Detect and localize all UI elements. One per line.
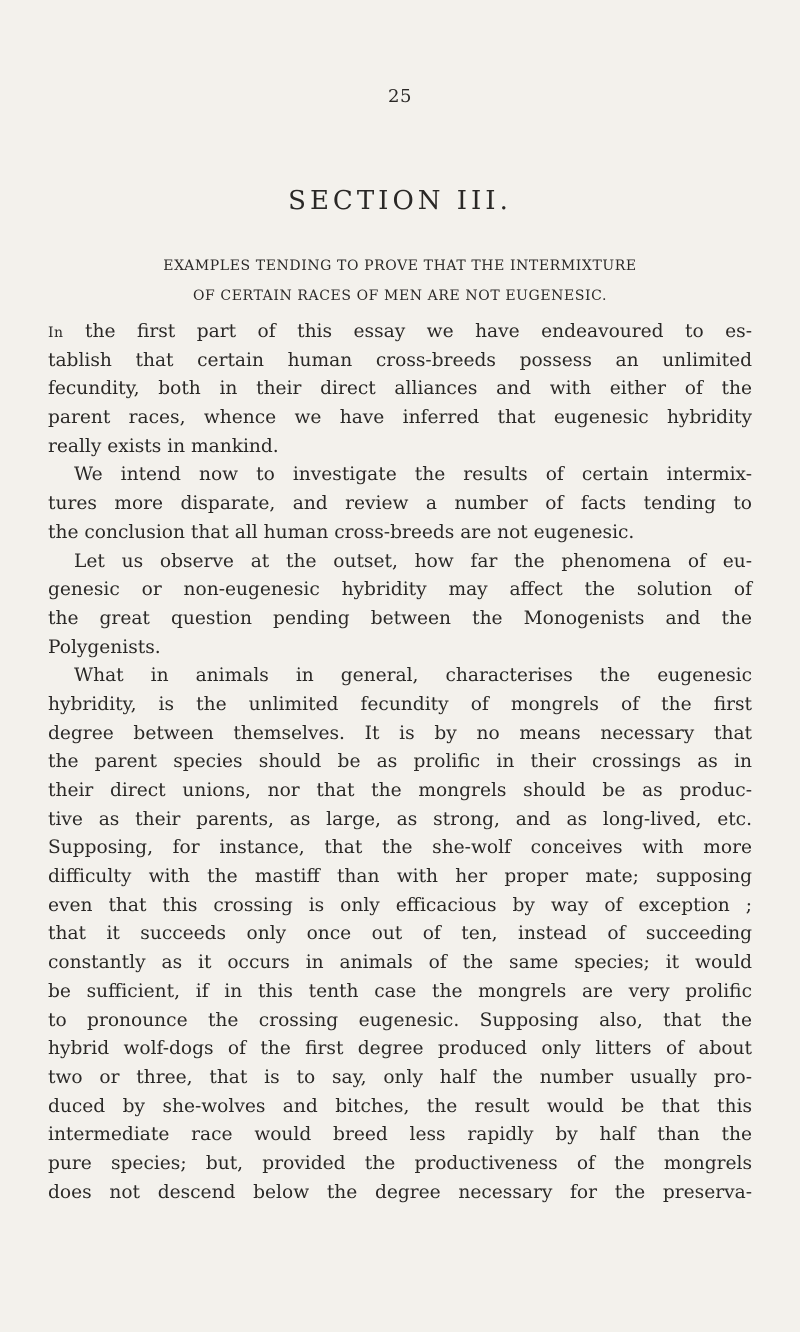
- dropcap-word: In: [48, 325, 64, 341]
- text-line-rest: the first part of this essay we have endeavoured to es-: [85, 321, 752, 342]
- text-line: What in animals in general, characterises the eugenesic: [74, 665, 752, 687]
- text-line: genesic or non-eugenesic hybridity may affect the solution of: [48, 579, 752, 601]
- text-line: be sufficient, if in this tenth case the mongrels are very prolific: [48, 980, 752, 1002]
- text-line: that it succeeds only once out of ten, instead of succeeding: [48, 923, 752, 945]
- page-number: 25: [388, 86, 412, 107]
- text-line: Supposing, for instance, that the she-wolf conceives with more: [48, 837, 752, 859]
- text-line: their direct unions, nor that the mongrels should be as produc-: [48, 780, 752, 801]
- text-line: two or three, that is to say, only half the number usually pro-: [48, 1066, 752, 1088]
- text-line: [48, 318, 752, 347]
- text-line: We intend now to investigate the results of certain intermix-: [74, 464, 752, 486]
- text-line: the conclusion that all human cross-breeds are not eugenesic.: [48, 521, 635, 543]
- section-subtitle-line-1: EXAMPLES TENDING TO PROVE THAT THE INTERMIXTURE: [163, 258, 637, 274]
- text-line: duced by she-wolves and bitches, the result would be that this: [48, 1095, 752, 1117]
- text-line: does not descend below the degree necessary for the preserva-: [48, 1181, 752, 1203]
- text-line: to pronounce the crossing eugenesic. Supposing also, that the: [48, 1009, 752, 1031]
- text-line: really exists in mankind.: [48, 435, 279, 457]
- text-line: tive as their parents, as large, as strong, and as long-lived, etc.: [48, 808, 752, 830]
- text-line: the great question pending between the Monogenists and the: [48, 607, 752, 629]
- text-line: degree between themselves. It is by no means necessary that: [48, 722, 752, 744]
- text-line: fecundity, both in their direct alliances and with either of the: [48, 378, 752, 400]
- text-line: Let us observe at the outset, how far the phenomena of eu-: [74, 550, 752, 572]
- text-line: intermediate race would breed less rapidly by half than the: [48, 1124, 752, 1146]
- text-line: tures more disparate, and review a number of facts tending to: [48, 493, 752, 515]
- section-title: SECTION III.: [288, 186, 512, 216]
- section-subtitle-line-2: OF CERTAIN RACES OF MEN ARE NOT EUGENESIC.: [192, 288, 607, 304]
- text-line: tablish that certain human cross-breeds possess an unlimited: [48, 349, 752, 371]
- body-text: [48, 318, 752, 1207]
- text-line: the parent species should be as prolific in their crossings as in: [48, 751, 752, 773]
- text-line: constantly as it occurs in animals of the same species; it would: [48, 952, 752, 974]
- text-line: difficulty with the mastiff than with her proper mate; supposing: [48, 866, 752, 888]
- text-line: hybridity, is the unlimited fecundity of mongrels of the first: [48, 693, 752, 715]
- text-line: pure species; but, provided the productiveness of the mongrels: [48, 1152, 752, 1174]
- text-line: even that this crossing is only efficacious by way of exception ;: [48, 894, 752, 916]
- text-line: hybrid wolf-dogs of the first degree produced only litters of about: [48, 1038, 752, 1060]
- text-line: parent races, whence we have inferred that eugenesic hybridity: [48, 407, 752, 429]
- text-line: Polygenists.: [48, 636, 161, 658]
